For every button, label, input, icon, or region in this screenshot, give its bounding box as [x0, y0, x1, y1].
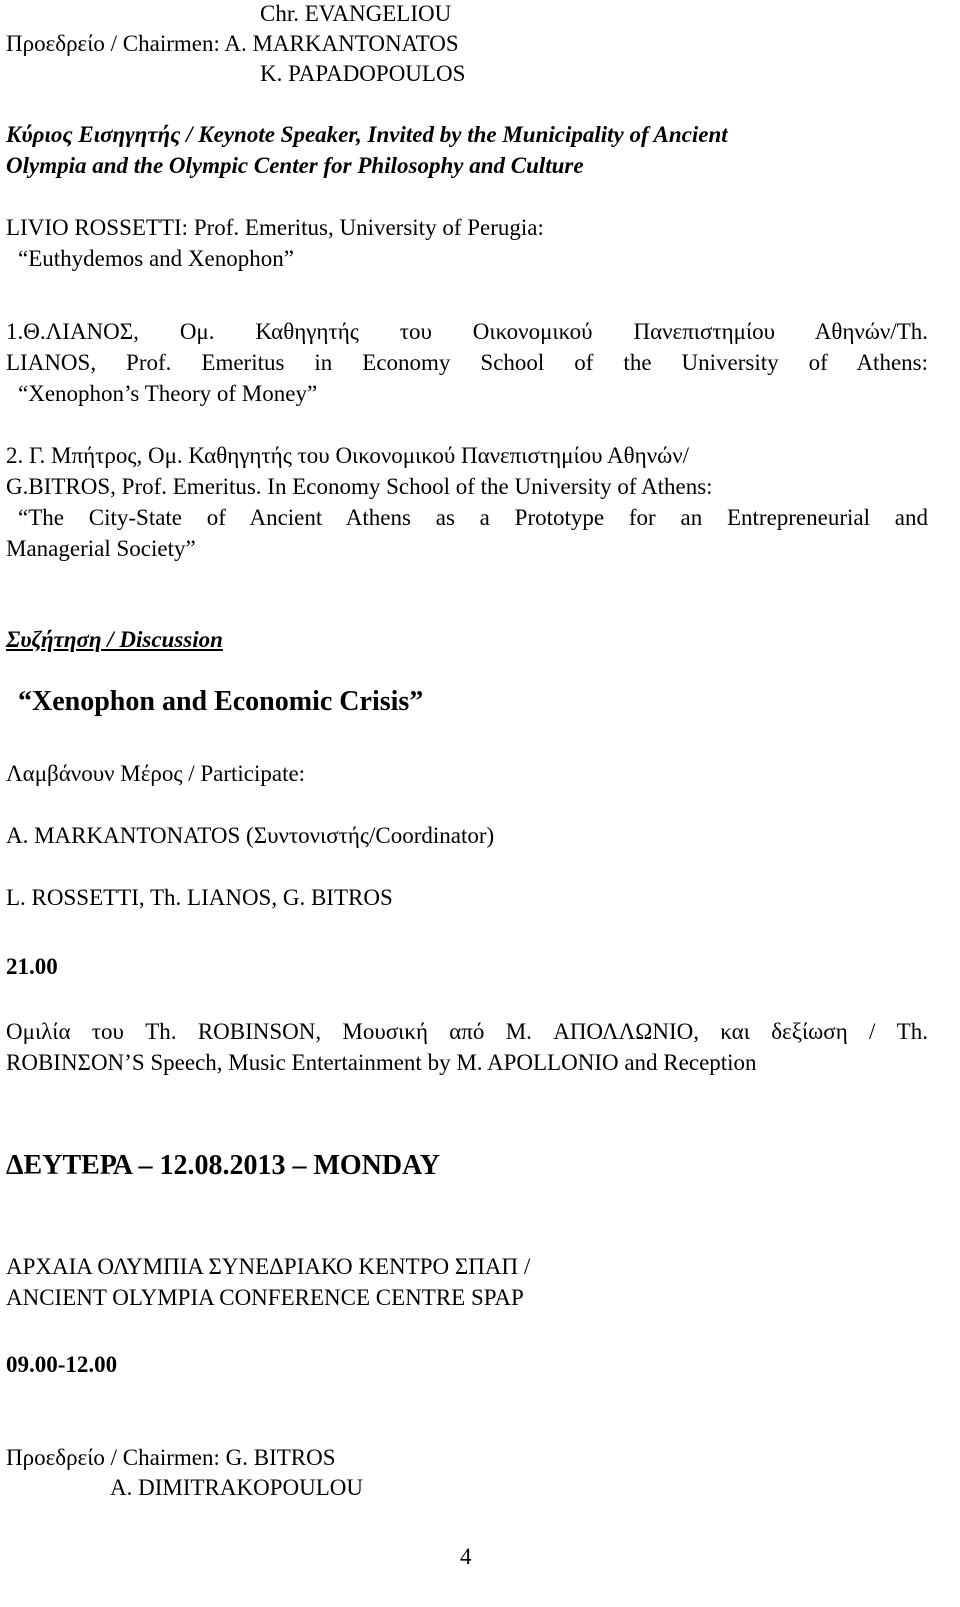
evening-time: 21.00 [6, 954, 58, 979]
coordinator: A. MARKANTONATOS (Συντονιστής/Coordinator) [6, 823, 495, 848]
evening-line-2: ROBINΣΟΝ’S Speech, Music Entertainment by M. APOLLONIO and Reception [6, 1050, 757, 1075]
venue-line-1: ΑΡΧΑΙΑ ΟΛΥΜΠΙΑ ΣΥΝΕΔΡΙΑΚΟ ΚΕΝΤΡΟ ΣΠΑΠ / [6, 1254, 531, 1279]
chair-line-3: K. PAPADOPOULOS [260, 61, 466, 86]
keynote-line-1: Κύριος Εισηγητής / Keynote Speaker, Invited by the Municipality of Ancient [6, 122, 728, 147]
rossetti-title: “Euthydemos and Xenophon” [18, 246, 294, 271]
chair-line-2: Προεδρείο / Chairmen: A. MARKANTONATOS [6, 31, 459, 56]
discussion-title: “Xenophon and Economic Crisis” [18, 686, 424, 717]
talk2-title-line-1: “The City-State of Ancient Athens as a Prototype for an Entrepreneurial and [18, 505, 928, 530]
session-chairs-line-2: A. DIMITRAKOPOULOU [110, 1475, 363, 1500]
talk1-line-2: LIANOS, Prof. Emeritus in Economy School of the University of Athens: [6, 350, 928, 375]
participate-label: Λαμβάνουν Μέρος / Participate: [6, 761, 306, 786]
talk2-title-line-2: Managerial Society” [6, 536, 196, 561]
page-number: 4 [460, 1544, 472, 1569]
talk1-title: “Xenophon’s Theory of Money” [18, 381, 318, 406]
venue-line-2: ANCIENT OLYMPIA CONFERENCE CENTRE SPAP [6, 1285, 524, 1310]
keynote-line-2: Olympia and the Olympic Center for Philosophy and Culture [6, 153, 584, 178]
chair-line-1: Chr. EVANGELIOU [260, 1, 452, 26]
session-time: 09.00-12.00 [6, 1352, 118, 1377]
session-chairs-line-1: Προεδρείο / Chairmen: G. BITROS [6, 1445, 336, 1470]
rossetti-line-1: LIVIO ROSSETTI: Prof. Emeritus, University of Perugia: [6, 215, 544, 240]
discussion-heading: Συζήτηση / Discussion [6, 627, 223, 652]
talk2-line-2: G.BITROS, Prof. Emeritus. In Economy School of the University of Athens: [6, 474, 713, 499]
participants: L. ROSSETTI, Th. LIANOS, G. BITROS [6, 885, 393, 910]
talk1-line-1: 1.Θ.ΛΙΑΝΟΣ, Ομ. Καθηγητής του Οικονομικού Πανεπιστημίου Αθηνών/Th. [6, 319, 928, 344]
day-heading: ΔΕΥΤΕΡΑ – 12.08.2013 – MONDAY [6, 1150, 440, 1181]
talk2-line-1: 2. Γ. Μπήτρος, Ομ. Καθηγητής του Οικονομικού Πανεπιστημίου Αθηνών/ [6, 443, 690, 468]
evening-line-1: Ομιλία του Th. ROBINSON, Μουσική από M. ΑΠΟΛΛΩΝΙΟ, και δεξίωση / Th. [6, 1019, 928, 1044]
